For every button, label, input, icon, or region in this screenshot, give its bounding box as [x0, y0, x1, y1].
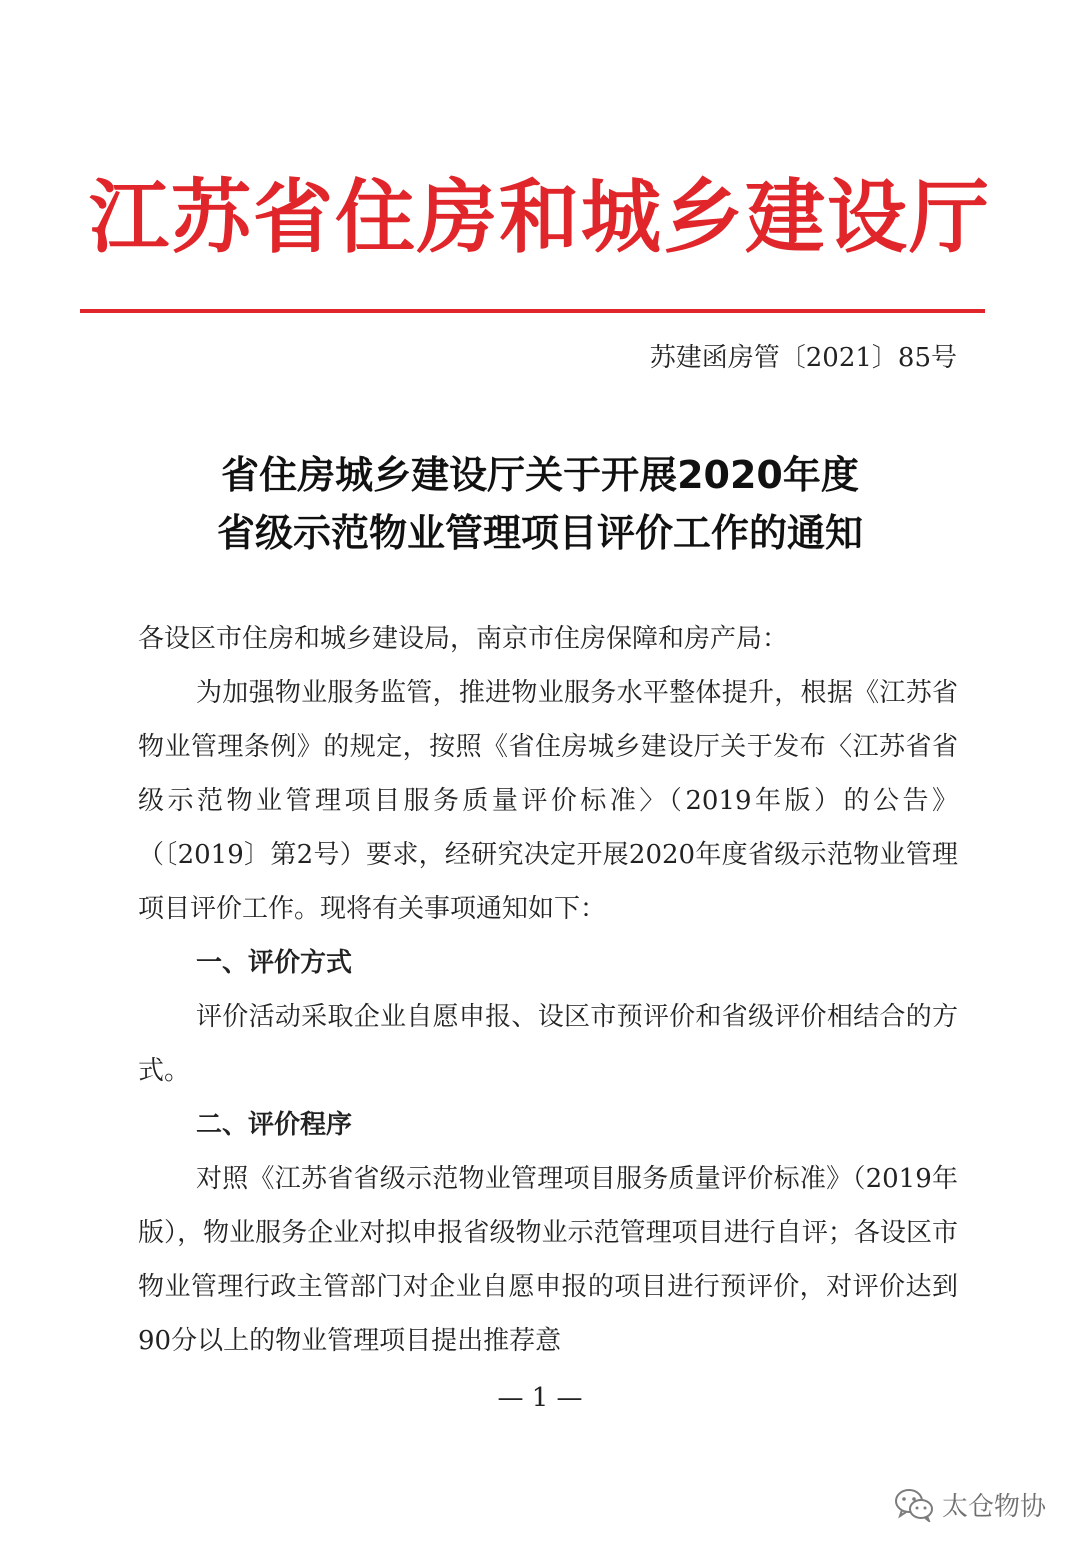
document-title — [100, 446, 980, 562]
section-1-paragraph: 评价活动采取企业自愿申报、设区市预评价和省级评价相结合的方式。 — [138, 1002, 958, 1086]
title-line-2: 省级示范物业管理项目评价工作的通知 — [216, 511, 863, 555]
document-body — [138, 612, 958, 1368]
salutation: 各设区市住房和城乡建设局，南京市住房保障和房产局： — [138, 624, 789, 654]
section-2-paragraph: 对照《江苏省省级示范物业管理项目服务质量评价标准》（2019年版），物业服务企业对拟申报省级物业示范管理项目进行自评；各设区市物业管理行政主管部门对企业自愿申报的项目进行预评价，对评价达到90分以上的物业管理项目提出推荐意 — [138, 1164, 958, 1356]
document-number: 苏建函房管〔2021〕85号 — [649, 343, 957, 373]
section-1-heading: 一、评价方式 — [196, 948, 353, 978]
watermark-text: 太仓物协 — [941, 1492, 1046, 1522]
section-2-heading: 二、评价程序 — [196, 1110, 353, 1140]
wechat-icon — [894, 1488, 934, 1522]
red-divider — [80, 309, 985, 313]
issuer-heading: 江苏省住房和城乡建设厅 — [89, 171, 991, 264]
intro-paragraph: 为加强物业服务监管，推进物业服务水平整体提升，根据《江苏省物业管理条例》的规定，按照《省住房城乡建设厅关于发布〈江苏省省级示范物业管理项目服务质量评价标准〉（2019年版）的公告》（〔2019〕第2号）要求，经研究决定开展2020年度省级示范物业管理项目评价工作。现将有关事项通知如下： — [138, 678, 958, 924]
watermark — [894, 1486, 1046, 1523]
title-line-1: 省住房城乡建设厅关于开展2020年度 — [221, 453, 859, 497]
page-number: — 1 — — [497, 1383, 583, 1413]
